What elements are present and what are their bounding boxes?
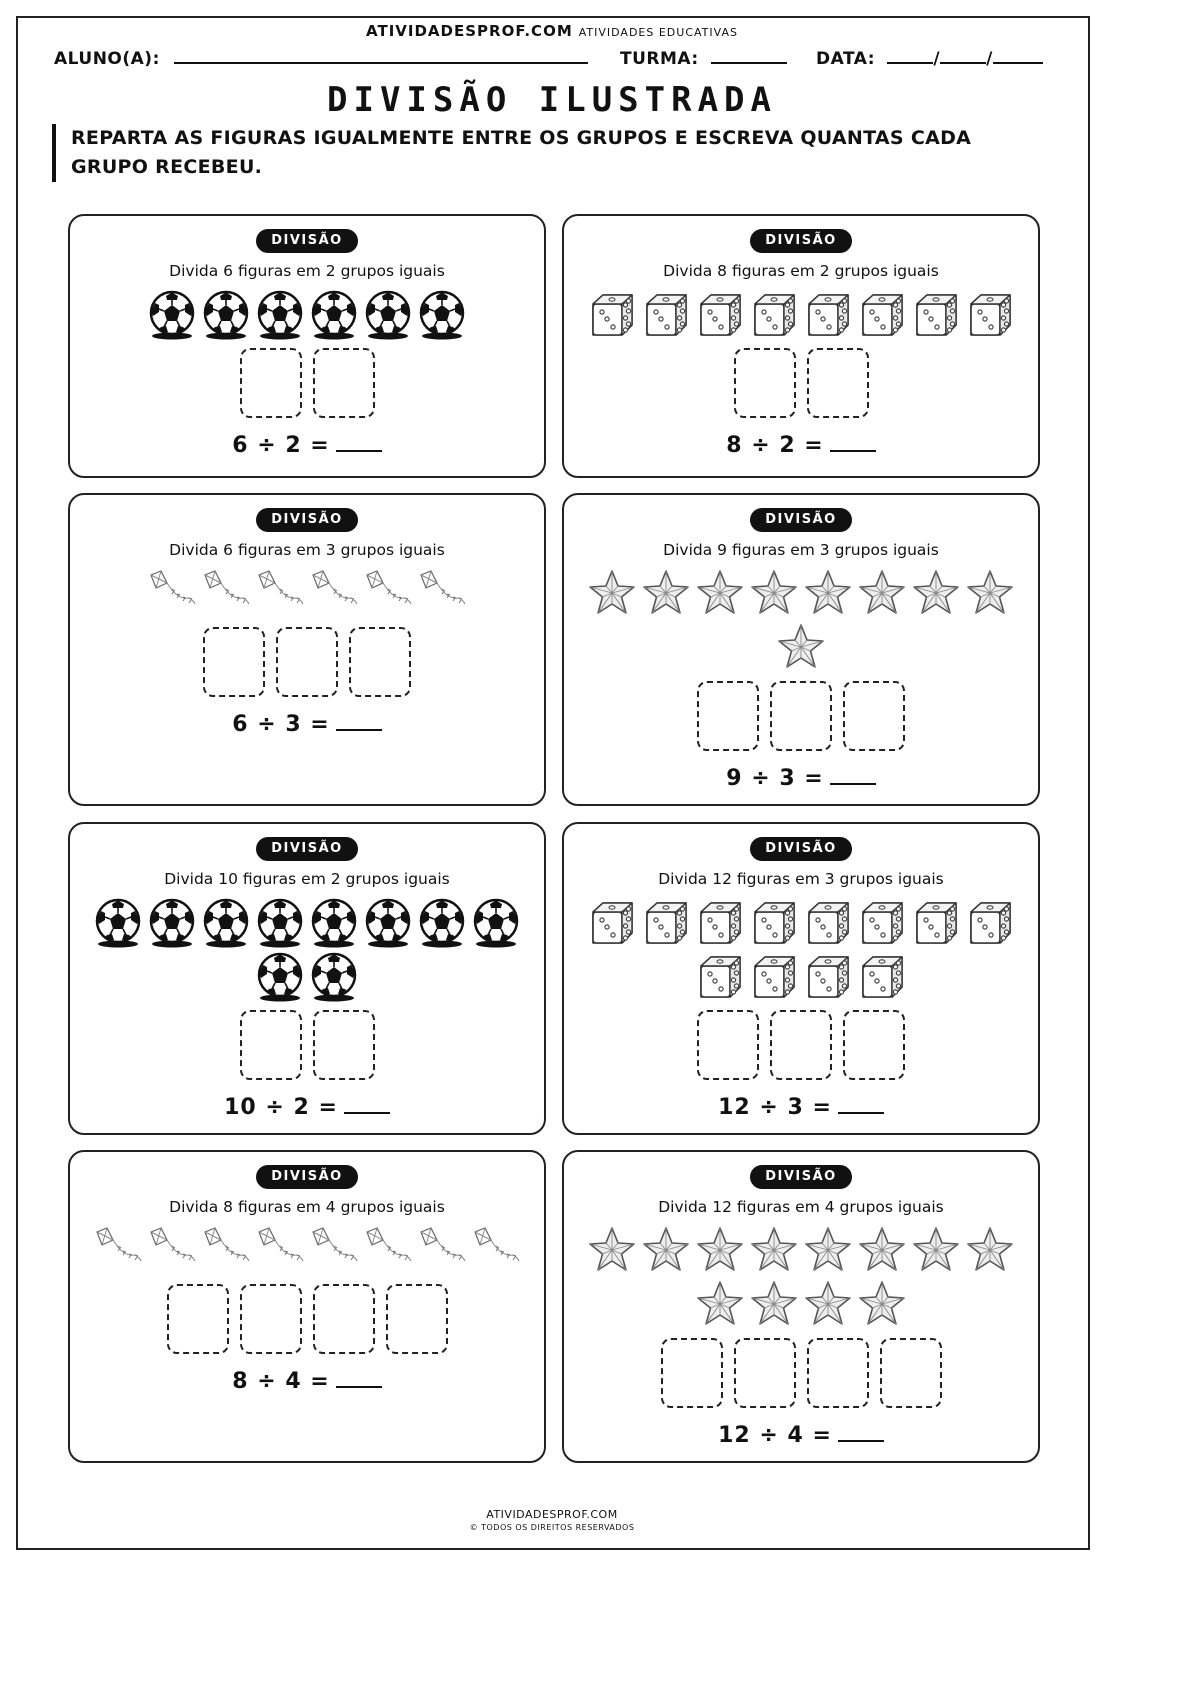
dice-icon <box>803 898 853 948</box>
class-line[interactable] <box>711 48 787 64</box>
soccer-ball-icon <box>309 290 359 340</box>
date-separator: / <box>986 49 993 69</box>
equation <box>564 1094 1038 1120</box>
division-card <box>562 822 1040 1135</box>
figure-row <box>564 1226 1038 1274</box>
group-box[interactable] <box>807 348 869 418</box>
equation-text: 8 ÷ 2 = <box>726 433 824 458</box>
equation <box>564 432 1038 458</box>
division-badge: DIVISÃO <box>256 837 358 861</box>
group-box[interactable] <box>843 1010 905 1080</box>
answer-blank[interactable] <box>830 765 876 785</box>
group-box[interactable] <box>697 1010 759 1080</box>
dice-icon <box>965 898 1015 948</box>
dice-icon <box>857 290 907 340</box>
group-boxes <box>70 627 544 697</box>
soccer-ball-icon <box>147 898 197 948</box>
dice-icon <box>911 290 961 340</box>
figure-row <box>70 290 544 340</box>
date-day-line[interactable] <box>887 48 933 64</box>
group-box[interactable] <box>349 627 411 697</box>
date-label: DATA: <box>816 49 875 69</box>
group-box[interactable] <box>203 627 265 697</box>
group-boxes <box>564 1010 1038 1080</box>
equation-text: 8 ÷ 4 = <box>232 1369 330 1394</box>
figure-row <box>70 1226 544 1266</box>
group-box[interactable] <box>386 1284 448 1354</box>
star-icon <box>695 569 745 617</box>
division-badge: DIVISÃO <box>256 508 358 532</box>
star-icon <box>857 1226 907 1274</box>
star-icon <box>776 623 826 671</box>
card-prompt: Divida 8 figuras em 4 grupos iguais <box>169 1198 445 1216</box>
division-badge: DIVISÃO <box>750 508 852 532</box>
star-icon <box>965 1226 1015 1274</box>
dice-icon <box>641 290 691 340</box>
card-prompt: Divida 12 figuras em 4 grupos iguais <box>658 1198 944 1216</box>
star-icon <box>749 1226 799 1274</box>
group-box[interactable] <box>240 1010 302 1080</box>
equation-text: 9 ÷ 3 = <box>726 766 824 791</box>
soccer-ball-icon <box>93 898 143 948</box>
answer-blank[interactable] <box>336 432 382 452</box>
soccer-ball-icon <box>201 898 251 948</box>
kite-icon <box>255 1226 305 1266</box>
kite-icon <box>147 569 197 609</box>
card-prompt: Divida 12 figuras em 3 grupos iguais <box>658 870 944 888</box>
kite-icon <box>417 1226 467 1266</box>
dice-icon <box>803 952 853 1002</box>
dice-icon <box>911 898 961 948</box>
equation <box>70 1094 544 1120</box>
site-header <box>0 22 1104 40</box>
date-month-line[interactable] <box>940 48 986 64</box>
soccer-ball-icon <box>309 898 359 948</box>
group-box[interactable] <box>313 1284 375 1354</box>
dice-icon <box>749 952 799 1002</box>
star-icon <box>587 569 637 617</box>
dice-icon <box>803 290 853 340</box>
date-year-line[interactable] <box>993 48 1043 64</box>
equation-text: 12 ÷ 4 = <box>718 1423 832 1448</box>
dice-icon <box>641 898 691 948</box>
equation-text: 12 ÷ 3 = <box>718 1095 832 1120</box>
card-prompt: Divida 6 figuras em 3 grupos iguais <box>169 541 445 559</box>
figure-row <box>564 290 1038 340</box>
soccer-ball-icon <box>309 952 359 1002</box>
group-boxes <box>564 1338 1038 1408</box>
equation <box>70 432 544 458</box>
dice-icon <box>695 898 745 948</box>
group-boxes <box>70 348 544 418</box>
division-card <box>68 822 546 1135</box>
kite-icon <box>363 569 413 609</box>
figure-row <box>564 623 1038 671</box>
star-icon <box>695 1280 745 1328</box>
footer <box>0 1508 1104 1532</box>
dice-icon <box>695 952 745 1002</box>
figure-row <box>70 898 544 948</box>
soccer-ball-icon <box>255 898 305 948</box>
footer-site: ATIVIDADESPROF.COM <box>486 1508 618 1521</box>
star-icon <box>857 1280 907 1328</box>
kite-icon <box>93 1226 143 1266</box>
soccer-ball-icon <box>201 290 251 340</box>
division-badge: DIVISÃO <box>750 837 852 861</box>
equation-text: 6 ÷ 2 = <box>232 433 330 458</box>
class-field <box>620 48 787 69</box>
date-field <box>816 48 1043 69</box>
star-icon <box>911 569 961 617</box>
dice-icon <box>587 290 637 340</box>
student-field <box>54 48 588 69</box>
kite-icon <box>201 1226 251 1266</box>
equation-text: 10 ÷ 2 = <box>224 1095 338 1120</box>
star-icon <box>749 569 799 617</box>
star-icon <box>641 569 691 617</box>
class-label: TURMA: <box>620 49 699 69</box>
equation <box>70 711 544 737</box>
figure-row <box>70 569 544 609</box>
group-box[interactable] <box>770 681 832 751</box>
instruction-text: REPARTA AS FIGURAS IGUALMENTE ENTRE OS GRUPOS E ESCREVA QUANTAS CADA GRUPO RECEBEU. <box>52 124 1031 182</box>
student-label: ALUNO(A): <box>54 49 160 69</box>
page-title: DIVISÃO ILUSTRADA <box>327 80 777 120</box>
group-box[interactable] <box>734 348 796 418</box>
kite-icon <box>417 569 467 609</box>
date-separator: / <box>933 49 941 69</box>
kite-icon <box>255 569 305 609</box>
dice-icon <box>965 290 1015 340</box>
dice-icon <box>857 898 907 948</box>
division-card <box>68 493 546 806</box>
soccer-ball-icon <box>255 290 305 340</box>
kite-icon <box>471 1226 521 1266</box>
group-boxes <box>564 681 1038 751</box>
answer-blank[interactable] <box>336 1368 382 1388</box>
group-box[interactable] <box>880 1338 942 1408</box>
figure-row <box>564 898 1038 948</box>
group-box[interactable] <box>313 1010 375 1080</box>
answer-blank[interactable] <box>838 1422 884 1442</box>
group-box[interactable] <box>661 1338 723 1408</box>
answer-blank[interactable] <box>838 1094 884 1114</box>
division-badge: DIVISÃO <box>750 1165 852 1189</box>
group-box[interactable] <box>843 681 905 751</box>
division-card <box>68 214 546 478</box>
star-icon <box>965 569 1015 617</box>
equation-text: 6 ÷ 3 = <box>232 712 330 737</box>
division-card <box>562 493 1040 806</box>
kite-icon <box>201 569 251 609</box>
dice-icon <box>749 898 799 948</box>
soccer-ball-icon <box>363 290 413 340</box>
soccer-ball-icon <box>471 898 521 948</box>
site-name: ATIVIDADESPROF.COM <box>366 22 573 40</box>
group-box[interactable] <box>770 1010 832 1080</box>
star-icon <box>911 1226 961 1274</box>
star-icon <box>857 569 907 617</box>
division-badge: DIVISÃO <box>256 1165 358 1189</box>
star-icon <box>803 1280 853 1328</box>
dice-icon <box>857 952 907 1002</box>
group-box[interactable] <box>734 1338 796 1408</box>
soccer-ball-icon <box>417 290 467 340</box>
group-box[interactable] <box>240 348 302 418</box>
equation <box>70 1368 544 1394</box>
star-icon <box>695 1226 745 1274</box>
student-name-line[interactable] <box>174 48 588 64</box>
soccer-ball-icon <box>417 898 467 948</box>
group-box[interactable] <box>276 627 338 697</box>
star-icon <box>587 1226 637 1274</box>
group-boxes <box>70 1284 544 1354</box>
dice-icon <box>749 290 799 340</box>
figure-row <box>564 952 1038 1002</box>
group-box[interactable] <box>240 1284 302 1354</box>
card-prompt: Divida 8 figuras em 2 grupos iguais <box>663 262 939 280</box>
card-prompt: Divida 10 figuras em 2 grupos iguais <box>164 870 450 888</box>
kite-icon <box>363 1226 413 1266</box>
figure-row <box>564 569 1038 617</box>
group-boxes <box>70 1010 544 1080</box>
group-box[interactable] <box>807 1338 869 1408</box>
kite-icon <box>309 1226 359 1266</box>
figure-row <box>70 952 544 1002</box>
dice-icon <box>587 898 637 948</box>
answer-blank[interactable] <box>336 711 382 731</box>
soccer-ball-icon <box>363 898 413 948</box>
group-box[interactable] <box>697 681 759 751</box>
kite-icon <box>309 569 359 609</box>
dice-icon <box>695 290 745 340</box>
answer-blank[interactable] <box>830 432 876 452</box>
card-prompt: Divida 9 figuras em 3 grupos iguais <box>663 541 939 559</box>
star-icon <box>803 569 853 617</box>
division-card <box>562 1150 1040 1463</box>
group-box[interactable] <box>167 1284 229 1354</box>
soccer-ball-icon <box>255 952 305 1002</box>
division-badge: DIVISÃO <box>750 229 852 253</box>
group-boxes <box>564 348 1038 418</box>
group-box[interactable] <box>313 348 375 418</box>
footer-rights: © TODOS OS DIREITOS RESERVADOS <box>469 1523 635 1532</box>
star-icon <box>641 1226 691 1274</box>
kite-icon <box>147 1226 197 1266</box>
division-card <box>562 214 1040 478</box>
figure-row <box>564 1280 1038 1328</box>
answer-blank[interactable] <box>344 1094 390 1114</box>
equation <box>564 1422 1038 1448</box>
star-icon <box>749 1280 799 1328</box>
site-subtitle: ATIVIDADES EDUCATIVAS <box>578 26 738 39</box>
star-icon <box>803 1226 853 1274</box>
equation <box>564 765 1038 791</box>
division-badge: DIVISÃO <box>256 229 358 253</box>
division-card <box>68 1150 546 1463</box>
card-prompt: Divida 6 figuras em 2 grupos iguais <box>169 262 445 280</box>
soccer-ball-icon <box>147 290 197 340</box>
